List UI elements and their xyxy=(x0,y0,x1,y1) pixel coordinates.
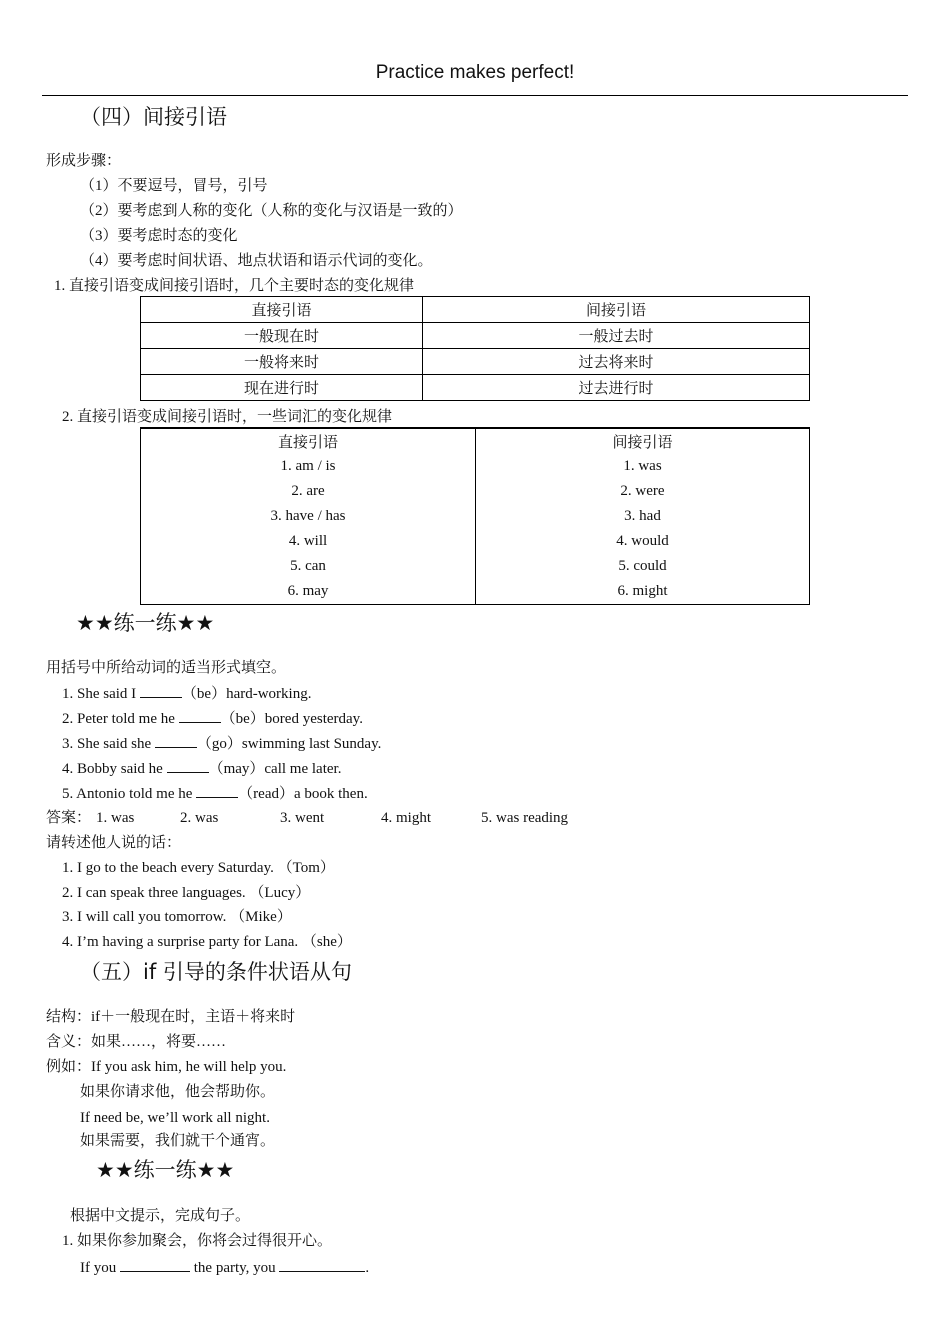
exercise-item xyxy=(62,783,368,804)
table-row xyxy=(141,504,810,529)
example-chinese: 如果需要，我们就干个通宵。 xyxy=(80,1133,276,1149)
steps-title: 形成步骤： xyxy=(46,153,122,169)
rule2-title: 2. 直接引语变成间接引语时，一些词汇的变化规律 xyxy=(62,409,393,425)
table-cell: 一般现在时 xyxy=(141,323,423,349)
exercise-text: 1. She said I xyxy=(62,686,140,702)
table-cell: 6. may xyxy=(141,579,476,605)
answer-blank xyxy=(279,1257,365,1272)
table-cell: 4. would xyxy=(616,533,669,549)
table-cell: 3. have / has xyxy=(141,504,476,529)
table-cell: 一般将来时 xyxy=(141,349,423,375)
report-item: 3. I will call you tomorrow. （Mike） xyxy=(62,909,292,925)
practice-instruction: 根据中文提示，完成句子。 xyxy=(70,1208,251,1224)
structure-line: 结构：if＋一般现在时，主语＋将来时 xyxy=(46,1009,296,1025)
example-chinese: 如果你请求他，他会帮助你。 xyxy=(80,1084,276,1100)
sentence-text: the party, you xyxy=(190,1260,280,1276)
practice-item: 1. 如果你参加聚会，你将会过得很开心。 xyxy=(62,1233,333,1249)
tense-change-table xyxy=(140,296,810,401)
table-cell: 5. can xyxy=(141,554,476,579)
table-header-cell: 直接引语 xyxy=(141,428,476,454)
answer-blank xyxy=(120,1257,190,1272)
exercise-text: （read）a book then. xyxy=(238,786,368,802)
step-item: （2）要考虑到人称的变化（人称的变化与汉语是一致的） xyxy=(80,203,463,219)
table-row xyxy=(141,479,810,504)
table-cell: 4. will xyxy=(141,529,476,554)
report-item: 1. I go to the beach every Saturday. （Tom） xyxy=(62,860,335,876)
answer-item: 3. went xyxy=(280,810,325,826)
section4-heading: （四）间接引语 xyxy=(80,105,227,129)
answer-item: 4. might xyxy=(381,810,432,826)
report-item: 4. I’m having a surprise party for Lana. （she） xyxy=(62,934,352,950)
table-row xyxy=(141,375,810,401)
exercise-text: （be）bored yesterday. xyxy=(220,711,363,727)
table-header-row xyxy=(141,428,810,454)
example-label: 例如： xyxy=(46,1059,92,1075)
exercise-text: 2. Peter told me he xyxy=(62,711,179,727)
sentence-text: . xyxy=(365,1260,370,1276)
example-english: If you ask him, he will help you. xyxy=(91,1059,287,1075)
report-title: 请转述他人说的话： xyxy=(46,835,182,851)
step-item: （4）要考虑时间状语、地点状语和语示代词的变化。 xyxy=(80,253,433,269)
exercise-text: 4. Bobby said he xyxy=(62,761,167,777)
answer-blank xyxy=(196,783,238,798)
answer-item: 1. was xyxy=(96,810,135,826)
answer-blank xyxy=(140,683,182,698)
table-cell: 过去进行时 xyxy=(423,375,810,401)
table-cell: 现在进行时 xyxy=(141,375,423,401)
meaning-line: 含义：如果……，将要…… xyxy=(46,1034,227,1050)
section5-heading: （五）if 引导的条件状语从句 xyxy=(80,960,352,984)
answer-blank xyxy=(155,733,197,748)
exercise-item xyxy=(62,708,363,729)
sentence-text: If you xyxy=(80,1260,120,1276)
practice-title: ★★练一练★★ xyxy=(96,1158,235,1182)
exercise-text: （be）hard-working. xyxy=(181,686,312,702)
vocabulary-change-table xyxy=(140,427,810,605)
practice-instruction: 用括号中所给动词的适当形式填空。 xyxy=(46,660,287,676)
table-header-cell: 直接引语 xyxy=(141,297,423,323)
practice-title: ★★练一练★★ xyxy=(76,611,215,635)
answers-label: 答案： xyxy=(46,810,92,826)
table-cell: 一般过去时 xyxy=(423,323,810,349)
table-row xyxy=(141,349,810,375)
table-row xyxy=(141,529,810,554)
example-line xyxy=(46,1057,286,1077)
table-row xyxy=(141,579,810,605)
answer-blank xyxy=(167,758,209,773)
table-cell: 1. am / is xyxy=(141,454,476,479)
answer-item: 2. was xyxy=(180,810,219,826)
table-cell: 3. had xyxy=(624,508,661,524)
table-header-cell: 间接引语 xyxy=(423,297,810,323)
exercise-text: （go）swimming last Sunday. xyxy=(196,736,382,752)
answer-item: 5. was reading xyxy=(481,810,569,826)
table-cell: 过去将来时 xyxy=(423,349,810,375)
table-cell: 2. are xyxy=(141,479,476,504)
table-header-row xyxy=(141,297,810,323)
table-row xyxy=(141,323,810,349)
table-cell: 5. could xyxy=(618,558,667,574)
table-cell: 1. was xyxy=(623,458,662,474)
report-item: 2. I can speak three languages. （Lucy） xyxy=(62,885,311,901)
exercise-text: 3. She said she xyxy=(62,736,155,752)
table-cell: 2. were xyxy=(620,483,665,499)
header-divider xyxy=(42,95,908,96)
answer-blank xyxy=(179,708,221,723)
step-item: （3）要考虑时态的变化 xyxy=(80,228,238,244)
example-english: If need be, we’ll work all night. xyxy=(80,1110,270,1126)
table-row xyxy=(141,554,810,579)
table-cell: 6. might xyxy=(617,583,668,599)
step-item: （1）不要逗号，冒号，引号 xyxy=(80,178,268,194)
exercise-text: （may）call me later. xyxy=(208,761,342,777)
exercise-text: 5. Antonio told me he xyxy=(62,786,197,802)
exercise-item xyxy=(62,683,311,704)
exercise-item xyxy=(62,733,381,754)
table-row xyxy=(141,454,810,479)
page-header-title: Practice makes perfect! xyxy=(375,62,575,83)
practice-sentence xyxy=(80,1257,369,1278)
exercise-item xyxy=(62,758,341,779)
table-header-cell: 间接引语 xyxy=(476,428,810,454)
rule1-title: 1. 直接引语变成间接引语时，几个主要时态的变化规律 xyxy=(54,278,415,294)
